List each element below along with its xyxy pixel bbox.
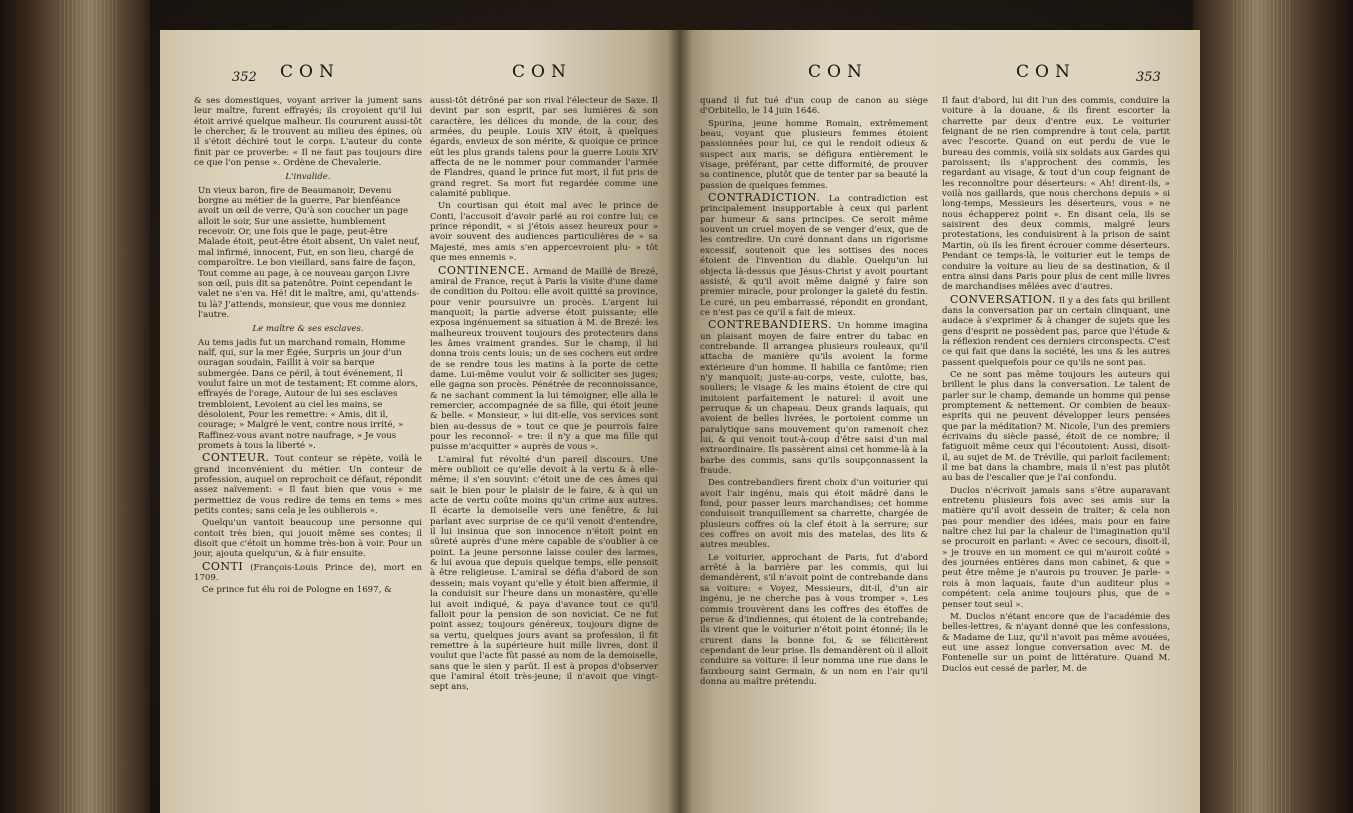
paragraph-text: quand il fut tué d'un coup de canon au siège d'Orbitello, le 14 juin 1646.: [700, 96, 928, 117]
paragraph-text: Des contrebandiers firent choix d'un voiturier qui avoit l'air ingénu, mais qui étoit mâdré dans le fond, pour passer leurs marchandises; cet homme conduisoit tranquillement sa charrette, chargée de plusieurs coffres où la clef étoit à la serrure; sur ces coffres on avoit mis des matelas, des lits & autres meubles.: [700, 478, 928, 551]
left-page: [160, 30, 680, 813]
paragraph: [700, 478, 928, 550]
paragraph-text: Duclos n'écrivoit jamais sans s'être auparavant entretenu plusieurs fois avec ses amis sur la matière qu'il avoit dessein de traiter; & cela non pas pour mendier des idées, mais pour en faire naître chez lui par la chaleur de l'imagination qu'il se procuroit en parlant: « Avec ce secours, disoit-il, » je trouve en un moment ce qui m'auroit coûté » des journées entières dans mon cabinet, & que » peut être même je n'aurois pu trouver. Je parle- » rois à mon laquais, faute d'un auditeur plus » compétent: cela anime toujours plus, que de » penser tout seul ».: [942, 485, 1170, 610]
verse-block: [194, 338, 422, 452]
entry-heading: CONTREBANDIERS.: [708, 318, 832, 332]
paragraph-text: aussi-tôt détrôné par son rival l'électeur de Saxe. Il devint par son esprit, par ses lumières & son caractère, les délices du monde, de la cour, des armées, du peuple. Louis XIV étoit, à quelques égards, envieux de son mérite, & quoique ce prince eût les plus grands talens pour la guerre Louis XIV affecta de ne le nommer pour commander l'armée de Flandres, quand le prince fut mort, il fut pris de grand regret. Sa mort fut regardée comme une calamité publique.: [430, 96, 658, 200]
left-page-edges: [0, 0, 150, 813]
paragraph-text: La contradiction est principalement insupportable à ceux qui parlent par humeur & sans principes. Ce seroit même souvent un cruel moyen de se venger d'eux, que de les contredire. Un curé donnant dans un rigorisme excessif, soutenoit que les sottises des noces étoient de l'invention du diable. Quelqu'un lui objecta là-dessus que Jésus-Christ y avoit pourtant assisté, & qu'il avoit même daigné y faire son premier miracle, pour prolonger la gaieté du festin. Le curé, un peu embarrassé, répondit en grondant, ce n'est pas ce qu'il a fait de mieux.: [700, 194, 928, 318]
paragraph: [700, 96, 928, 117]
entry-heading: CONVERSATION.: [950, 292, 1056, 306]
paragraph: [942, 612, 1170, 674]
paragraph: [194, 96, 422, 168]
paragraph: [942, 486, 1170, 610]
left-page-column-1: [194, 96, 422, 598]
left-page-column-2: [430, 96, 658, 695]
running-head-right-1: CON: [808, 62, 868, 82]
section-subtitle: [194, 172, 422, 182]
paragraph: [942, 292, 1170, 368]
paragraph-text: L'invalide.: [285, 172, 331, 183]
paragraph: [430, 455, 658, 693]
paragraph: [194, 518, 422, 559]
entry-heading: CONTI: [202, 559, 244, 573]
right-page-edges: [1193, 0, 1353, 813]
paragraph-text: M. Duclos n'étant encore que de l'académie des belles-lettres, & n'ayant donné que les confessions, & Madame de Luz, qu'il n'avoit pas même avouées, eut une assez longue conversation avec M. de Fontenelle sur un point de littérature. Quand M. Duclos eut cessé de parler, M. de: [942, 611, 1170, 674]
paragraph-text: Quelqu'un vantoit beaucoup une personne qui contoit très bien, qui jouoit même ses contes; il disoit que c'étoit un homme très-bon à voir. Pour un jour, ajouta quelqu'un, & à fuir ensuite.: [194, 518, 422, 560]
entry-heading: CONTRADICTION.: [708, 191, 821, 205]
paragraph-text: Tout conteur se répète, voilà le grand inconvénient du métier. Un conteur de profession, auquel on reprochoit ce défaut, répondit assez naïvement: « Il faut bien que vous » me permettiez de vous redire de tems en tems » mes petits contes; sans cela je les oublierois ».: [194, 454, 423, 517]
paragraph-text: Spurina, jeune homme Romain, extrêmement beau, voyant que plusieurs femmes étoient passionnées pour lui, ce qui le rendoit odieux & suspect aux maris, se défigura entièrement le visage, préférant, par cette difformité, de prouver sa continence, plutôt que de tenter par sa beauté la passion de quelques femmes.: [700, 118, 928, 191]
paragraph: [700, 553, 928, 687]
paragraph: [430, 263, 658, 453]
paragraph-text: & ses domestiques, voyant arriver la jument sans leur maître, furent effrayés; ils croyoient qu'il lui étoit arrivé quelque malheur. Ils coururent aussi-tôt le chercher, & le trouvent au milieu des épines, où il s'étoit déchiré tout le corps. L'auteur du conte finit par ce proverbe: « Il ne faut pas toujours dire ce que l'on pense ». Ordène de Chevalerie.: [194, 96, 422, 169]
paragraph-text: Le voiturier, approchant de Paris, fut d'abord arrêté à la barrière par les commis, qui lui demandèrent, s'il n'avoit point de contrebande dans sa voiture: « Voyez, Messieurs, dit-il, d'un air ingénu, je ne cherche pas à vous tromper ». Les commis trouvèrent dans les coffres des étoffes de perse & d'indiennes, qui étoient de la contrebande; ils virent que le voiturier n'étoit point étonné; ils le crurent dans la bonne foi, & se félicitèrent cependant de leur prise. Ils demandèrent où il alloit conduire sa voiture: il leur nomma une rue dans le fauxbourg saint Germain, & un nom en l'air qu'il donna au maître prétendu.: [700, 552, 928, 687]
paragraph: [700, 320, 928, 476]
paragraph-text: (François-Louis Prince de), mort en 1709.: [194, 562, 422, 584]
page-number-right: 353: [1136, 70, 1161, 85]
right-page: [680, 30, 1200, 813]
paragraph-text: Au tems jadis fut un marchand romain, Homme naïf, qui, sur la mer Égée, Surpris un jour d'un ouragan soudain, Faillit à voir sa barque submergée. Dans ce péril, à tout événement, Il voulut faire un mot de testament; Et comme alors, effrayés de l'orage, Autour de lui ses esclaves trembloient, Levoient au ciel les mains, se désoloient, Pour les remettre: « Amis, dit il, courage; » Malgré le vent, contre nous irrité, » Raffinez-vous avant notre naufrage, » Je vous promets à tous la liberté ».: [198, 337, 418, 451]
paragraph-text: Ce prince fut élu roi de Pologne en 1697, &: [202, 585, 392, 596]
paragraph-text: Un homme imagina un plaisant moyen de faire entrer du tabac en contrebande. Il arrangea plusieurs rouleaux, qu'il attacha de manière qu'ils avoient la forme extérieure d'un homme. Il habilla ce fantôme; rien n'y manquoit; juste-au-corps, veste, culotte, bas, souliers; le visage & les mains étoient de cire qui imitoient parfaitement le naturel: il avoit une perruque & un chapeau. Deux grands laquais, qui avoient de belles livrées, le portoient comme un paralytique sans mouvement qu'on ramenoit chez lui, & qui venoit tout-à-coup d'être saisi d'un mal extraordinaire. Ils passèrent ainsi cet homme-là à la barbe des commis, sans qu'ils soupçonnassent la fraude.: [700, 321, 928, 477]
paragraph: [194, 585, 422, 595]
paragraph: [194, 453, 422, 516]
running-head-left-2: CON: [512, 62, 572, 82]
entry-heading: CONTEUR.: [202, 451, 270, 465]
paragraph-text: L'amiral fut révolté d'un pareil discours. Une mère oublioit ce qu'elle devoit à la vertu & à elle-même; il s'en souvint: c'étoit une de ces âmes qui sait le bien pour le plaisir de le faire, & à qui un acte de vertu coûte moins qu'un crime aux autres. Il écarte la demoiselle vers une fenêtre, & lui parlant avec surprise de ce qu'il venoit d'entendre, il lui insinua que son innocence n'étoit point en sûreté auprès d'une mère capable de s'oublier à ce point. La jeune personne laisse couler des larmes, & lui avoua que depuis quelque temps, elle pensoit à être religieuse. L'amiral se défia d'abord de son dessein; mais voyant qu'elle y étoit bien affermie, il la conduisit sur l'heure dans un monastère, qu'elle lui avoit indiqué, & paya d'avance tout ce qu'il falloit pour la pension de son noviciat. Ce ne fut point assez; toujours généreux, toujours digne de sa vertu, quelques jours avant sa profession, il fit remettre à la supérieure huit mille livres, dont il voulut que l'acte fût passé au nom de la demoiselle, sans que le sien y parût. Il est à propos d'observer que l'amiral étoit très-jeune; il n'avoit que vingt-sept ans,: [430, 454, 658, 693]
paragraph: [430, 201, 658, 263]
running-head-left-1: CON: [280, 62, 340, 82]
paragraph-text: Le maître & ses esclaves.: [252, 324, 364, 335]
page-number-left: 352: [232, 70, 257, 85]
paragraph: [430, 96, 658, 199]
paragraph-text: Il y a des fats qui brillent dans la conversation par un certain clinquant, une audace à s'exprimer & à changer de sujets que les gens d'esprit ne possèdent pas, parce que l'étude & la réflexion rendent ces derniers circonspects. C'est ce qui fait que dans la société, les uns & les autres passent quelquefois pour ce qu'ils ne sont pas.: [942, 295, 1170, 368]
running-head-right-2: CON: [1016, 62, 1076, 82]
paragraph-text: Il faut d'abord, lui dit l'un des commis, conduire la voiture à la douane, & ils firent escorter la charrette par deux d'entre eux. Le voiturier feignant de ne rien comprendre à tout cela, partit avec l'escorte. Quand on eut perdu de vue le bureau des commis, voilà six soldats aux Gardes qui paroissent; ils s'approchent des commis, les regardant au visage, & tout d'un coup feignant de les reconnoître pour déserteurs: « Ah! dirent-ils, » voilà nos gaillards, que nous cherchons depuis » si long-temps, Messieurs les déserteurs, vous » ne nous échapperez point ». En disant cela, ils se saisirent des deux commis, malgré leurs protestations, les conduisirent à la prison de saint Martin, où ils les firent écrouer comme déserteurs. Pendant ce temps-là, le voiturier eut le temps de conduire la voiture au lieu de sa destination, & il entra ainsi dans Paris pour plus de cent mille livres de marchandises mêlées avec d'autres.: [942, 96, 1170, 293]
paragraph: [700, 193, 928, 318]
entry-heading: CONTINENCE.: [438, 263, 530, 277]
paragraph: [700, 119, 928, 191]
book-gutter: [668, 30, 692, 813]
paragraph: [942, 96, 1170, 293]
paragraph: [942, 370, 1170, 484]
section-subtitle: [194, 324, 422, 334]
paragraph-text: Armand de Maillé de Brezé, amiral de France, reçut à Paris la visite d'une dame de condition du Poitou: elle avoit quitté sa province, pour venir poursuivre un procès. L'argent lui manquoit; la partie adverse étoit puissante; elle exposa ingénuement sa situation à M. de Brezé: les malheureux trouvent toujours des protecteurs dans les âmes vraiment grandes. Sur le champ, il lui donna trois cents louis; un de ses cochers eut ordre de se rendre tous les matins à la porte de cette dame. Lui-même voulut voir & solliciter ses juges; elle gagna son procès. Pénétrée de reconnoissance, & ne sachant comment la lui témoigner, elle alla le remercier, accompagnée de sa fille, qui étoit jeune & belle. « Monsieur, » lui dit-elle, vos services sont bien au-dessus de » tout ce que je pourrois faire pour les reconnoî- » tre: il n'y a que ma fille qui puisse m'acquitter » auprès de vous ».: [430, 266, 658, 453]
right-page-column-2: [942, 96, 1170, 676]
paragraph-text: Un courtisan qui étoit mal avec le prince de Conti, l'accusoit d'avoir parlé au roi contre lui; ce prince répondit, « si j'étois assez heureux pour » avoir souvent des audiences particulières de » sa Majesté, mes amis s'en appercevroient plu- » tôt que mes ennemis ».: [430, 201, 658, 264]
right-page-column-1: [700, 96, 928, 689]
paragraph-text: Ce ne sont pas même toujours les auteurs qui brillent le plus dans la conversation. Le talent de parler sur le champ, demande un homme qui pense promptement & nettement. Or combien de beaux-esprits qui ne peuvent développer leurs pensées que par la méditation? M. Nicole, l'un des premiers écrivains du siècle passé, étoit de ce nombre; il fatiguoit même ceux qui l'écoutoient: Aussi, disoit-il, au sujet de M. de Tréville, qui parloit facilement: il me bat dans la chambre, mais il n'est pas plutôt au bas de l'escalier que je l'ai confondu.: [942, 369, 1170, 484]
verse-block: [194, 186, 422, 320]
paragraph-text: Un vieux baron, fire de Beaumanoir, Devenu borgne au métier de la guerre, Par bienféance avoit un œil de verre, Qu'à son coucher un page alloit le soir, Sur une assiette, humblement recevoir. Or, une fois que le page, peut-être Malade étoit, peut-être étoit absent, Un valet neuf, mal infirmé, innocent, Fut, en son lieu, chargé de comparoître. Le bon vieillard, sans faire de façon, Tout comme au page, à ce nouveau garçon Livre son œil, puis dit sa patenôtre. Point cependant le valet ne s'en va. Hé! dit le maître, ami, qu'attends-tu là? J'attends, monsieur, que vous me donniez l'autre.: [198, 185, 420, 320]
paragraph: [194, 559, 422, 584]
